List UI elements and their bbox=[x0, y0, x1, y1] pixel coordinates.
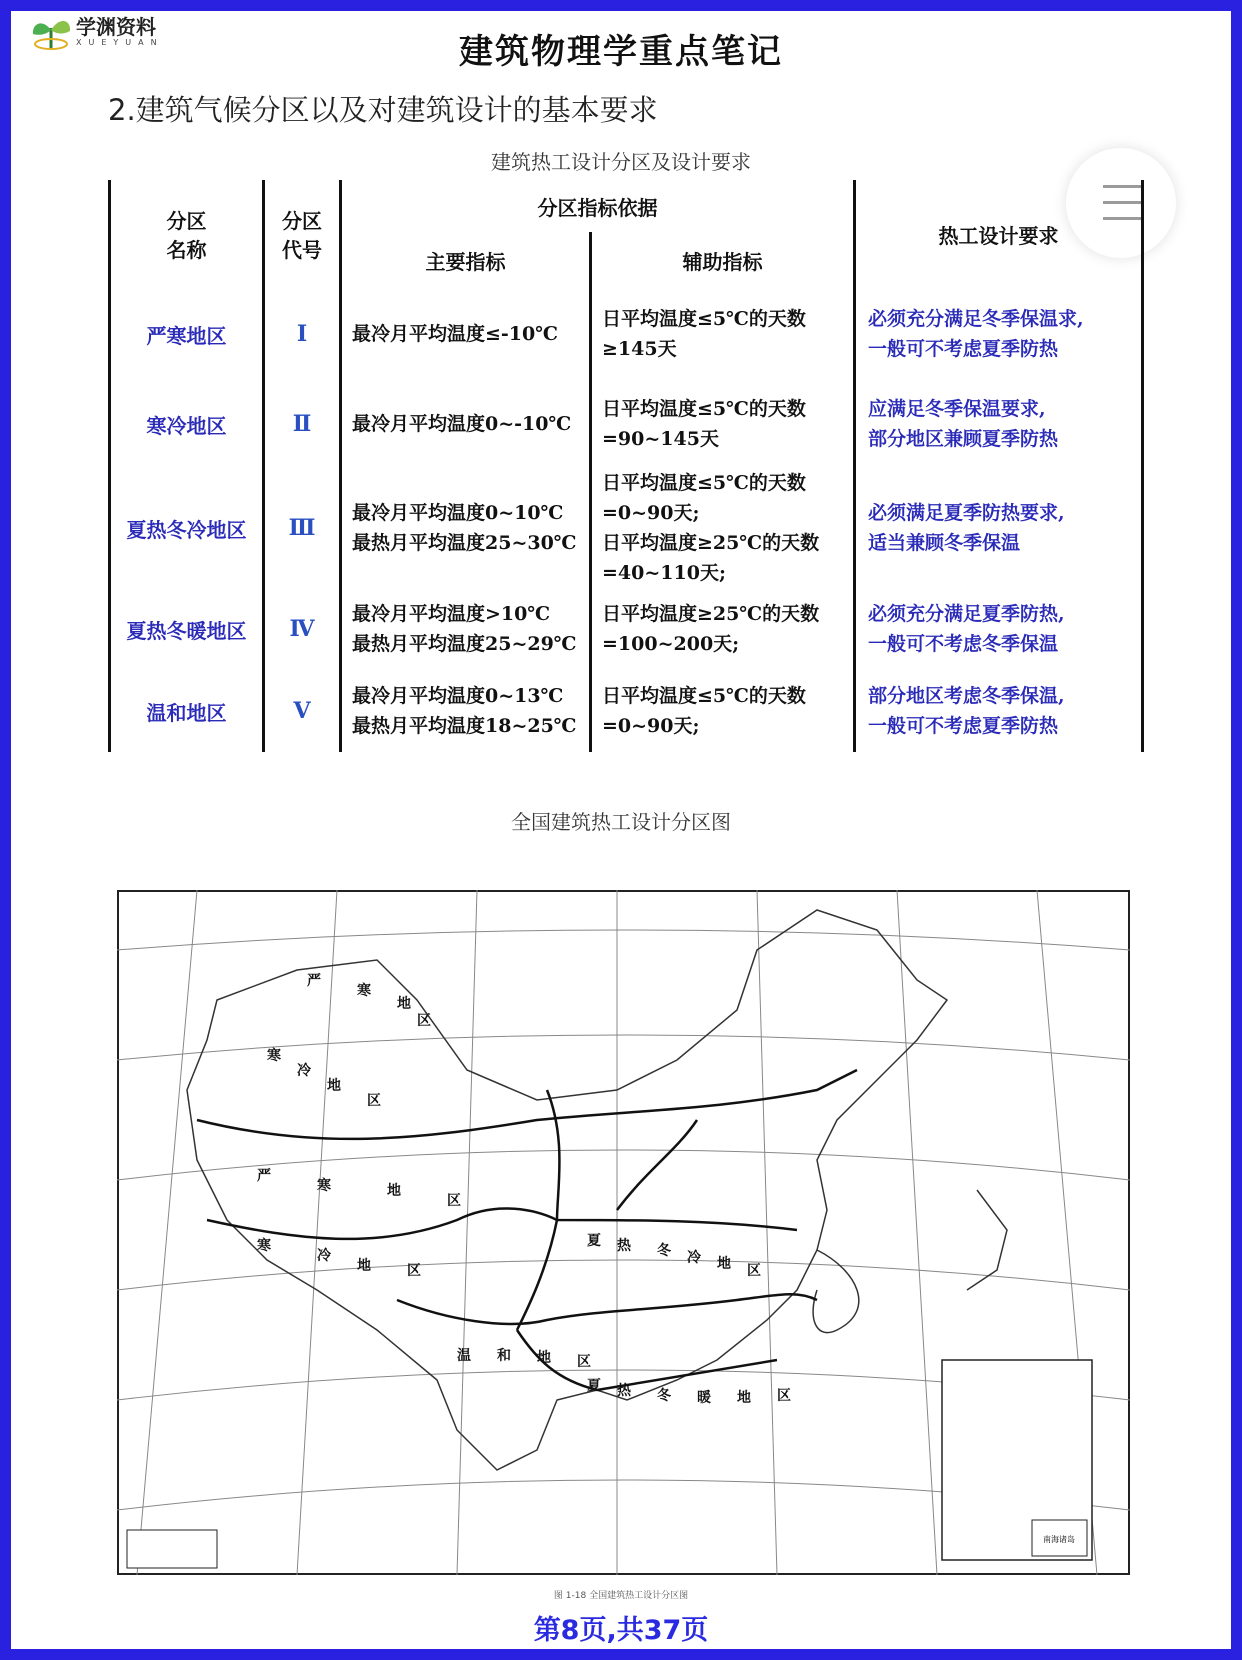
map-inset-label: 南海诸岛 bbox=[1043, 1535, 1075, 1544]
section-heading: 2.建筑气候分区以及对建筑设计的基本要求 bbox=[108, 93, 658, 127]
zone-code: Ⅱ bbox=[264, 380, 341, 468]
map-region-label: 地 bbox=[717, 1256, 731, 1272]
design-requirement bbox=[855, 670, 1143, 752]
logo-latin: XUEYUAN bbox=[76, 38, 164, 47]
design-requirement-line: 必须充分满足冬季保温求, bbox=[868, 308, 1084, 330]
header-aux-indicator: 辅助指标 bbox=[591, 232, 855, 288]
design-requirement bbox=[855, 588, 1143, 670]
aux-indicator bbox=[591, 288, 855, 380]
aux-indicator-line: =0~90天; bbox=[602, 715, 700, 737]
map-region-label: 夏 bbox=[587, 1233, 601, 1249]
main-indicator-line: 最冷月平均温度0~-10℃ bbox=[352, 413, 572, 435]
zone-name: 温和地区 bbox=[110, 670, 264, 752]
aux-indicator-line: 日平均温度≤5℃的天数 bbox=[602, 308, 806, 330]
main-indicator bbox=[341, 588, 591, 670]
map-region-label: 和 bbox=[497, 1348, 511, 1364]
main-indicator-line: 最热月平均温度25~30℃ bbox=[352, 532, 577, 554]
design-requirement-line: 一般可不考虑夏季防热 bbox=[868, 715, 1059, 737]
header-criteria: 分区指标依据 bbox=[341, 180, 855, 232]
map-region-label: 地 bbox=[387, 1183, 401, 1199]
map-region-label: 寒 bbox=[257, 1238, 271, 1254]
map-region-label: 区 bbox=[367, 1093, 381, 1109]
zone-name: 夏热冬冷地区 bbox=[110, 468, 264, 588]
design-requirement-line: 适当兼顾冬季保温 bbox=[868, 532, 1021, 554]
map-region-label: 寒 bbox=[267, 1048, 281, 1064]
map-legend bbox=[127, 1530, 217, 1568]
main-indicator bbox=[341, 670, 591, 752]
map-region-label: 区 bbox=[577, 1354, 591, 1370]
page-title: 建筑物理学重点笔记 bbox=[459, 32, 783, 72]
map-region-label: 暖 bbox=[697, 1390, 711, 1406]
aux-indicator-line: 日平均温度≥25℃的天数 bbox=[602, 532, 820, 554]
map-region-label: 区 bbox=[417, 1013, 431, 1029]
map-region-label: 地 bbox=[737, 1390, 751, 1406]
zone-code: Ⅳ bbox=[264, 588, 341, 670]
aux-indicator-line: 日平均温度≤5℃的天数 bbox=[602, 398, 806, 420]
map-region-label: 温 bbox=[457, 1348, 471, 1364]
aux-indicator bbox=[591, 670, 855, 752]
design-requirement-line: 部分地区考虑冬季保温, bbox=[868, 685, 1065, 707]
design-requirement bbox=[855, 380, 1143, 468]
zone-name: 严寒地区 bbox=[110, 288, 264, 380]
zone-table bbox=[108, 180, 1144, 752]
zone-name: 夏热冬暖地区 bbox=[110, 588, 264, 670]
table-row bbox=[110, 468, 1143, 588]
aux-indicator bbox=[591, 380, 855, 468]
design-requirement-line: 一般可不考虑冬季保温 bbox=[868, 633, 1059, 655]
map-region-label: 热 bbox=[617, 1238, 631, 1254]
map-region-label: 冬 bbox=[657, 1243, 671, 1259]
header-zone-code bbox=[264, 180, 341, 288]
aux-indicator-line: 日平均温度≤5℃的天数 bbox=[602, 472, 806, 494]
zone-code: Ⅰ bbox=[264, 288, 341, 380]
map-region-label: 冬 bbox=[657, 1388, 671, 1404]
map-region-label: 区 bbox=[777, 1388, 791, 1404]
zone-code: Ⅲ bbox=[264, 468, 341, 588]
map-region-label: 严 bbox=[307, 973, 321, 989]
table-row bbox=[110, 670, 1143, 752]
design-requirement bbox=[855, 288, 1143, 380]
page-number: 第8页,共37页 bbox=[533, 1615, 709, 1646]
table-row bbox=[110, 288, 1143, 380]
header-zone-code-line: 代号 bbox=[282, 238, 322, 262]
main-indicator-line: 最冷月平均温度0~13℃ bbox=[352, 685, 564, 707]
climate-zone-map bbox=[117, 890, 1130, 1575]
map-region-label: 冷 bbox=[317, 1248, 331, 1264]
header-main-indicator: 主要指标 bbox=[341, 232, 591, 288]
zone-name: 寒冷地区 bbox=[110, 380, 264, 468]
map-region-label: 寒 bbox=[357, 983, 371, 999]
map-region-label: 区 bbox=[747, 1263, 761, 1279]
design-requirement-line: 应满足冬季保温要求, bbox=[868, 398, 1046, 420]
map-region-label: 地 bbox=[357, 1258, 371, 1274]
header-zone-name-line: 分区 bbox=[166, 209, 207, 233]
map-region-label: 热 bbox=[617, 1383, 631, 1399]
main-indicator bbox=[341, 468, 591, 588]
main-indicator-line: 最热月平均温度25~29℃ bbox=[352, 633, 577, 655]
map-region-label: 地 bbox=[397, 996, 411, 1012]
map-region-label: 冷 bbox=[297, 1063, 311, 1079]
map-region-label: 区 bbox=[407, 1263, 421, 1279]
main-indicator-line: 最冷月平均温度0~10℃ bbox=[352, 502, 564, 524]
header-requirement: 热工设计要求 bbox=[855, 180, 1143, 288]
design-requirement-line: 部分地区兼顾夏季防热 bbox=[868, 428, 1059, 450]
logo-name: 学渊资料 bbox=[76, 15, 156, 39]
main-indicator-line: 最冷月平均温度≤-10℃ bbox=[352, 323, 559, 345]
aux-indicator-line: 日平均温度≤5℃的天数 bbox=[602, 685, 806, 707]
map-region-label: 区 bbox=[447, 1193, 461, 1209]
header-zone-name-line: 名称 bbox=[166, 238, 207, 262]
header-zone-name bbox=[110, 180, 264, 288]
map-caption: 全国建筑热工设计分区图 bbox=[511, 810, 731, 834]
map-region-label: 冷 bbox=[687, 1250, 701, 1266]
main-indicator bbox=[341, 288, 591, 380]
main-indicator-line: 最热月平均温度18~25℃ bbox=[352, 715, 577, 737]
design-requirement-line: 一般可不考虑夏季防热 bbox=[868, 338, 1059, 360]
aux-indicator-line: ≥145天 bbox=[602, 338, 677, 360]
aux-indicator-line: =100~200天; bbox=[602, 633, 740, 655]
aux-indicator-line: =40~110天; bbox=[602, 562, 726, 584]
map-region-label: 寒 bbox=[317, 1178, 331, 1194]
map-region-label: 地 bbox=[537, 1350, 551, 1366]
aux-indicator bbox=[591, 588, 855, 670]
aux-indicator-line: =90~145天 bbox=[602, 428, 719, 450]
design-requirement bbox=[855, 468, 1143, 588]
aux-indicator bbox=[591, 468, 855, 588]
zone-code: Ⅴ bbox=[264, 670, 341, 752]
design-requirement-line: 必须充分满足夏季防热, bbox=[868, 603, 1065, 625]
main-indicator bbox=[341, 380, 591, 468]
table-row bbox=[110, 588, 1143, 670]
map-figure-caption: 图 1-18 全国建筑热工设计分区图 bbox=[553, 1591, 689, 1601]
map-region-label: 严 bbox=[257, 1168, 271, 1184]
header-zone-code-line: 分区 bbox=[282, 209, 322, 233]
map-region-label: 地 bbox=[327, 1078, 341, 1094]
map-region-label: 夏 bbox=[587, 1378, 601, 1394]
design-requirement-line: 必须满足夏季防热要求, bbox=[868, 502, 1065, 524]
table-caption: 建筑热工设计分区及设计要求 bbox=[491, 150, 751, 174]
main-indicator-line: 最冷月平均温度>10℃ bbox=[352, 603, 551, 625]
aux-indicator-line: =0~90天; bbox=[602, 502, 700, 524]
aux-indicator-line: 日平均温度≥25℃的天数 bbox=[602, 603, 820, 625]
table-row bbox=[110, 380, 1143, 468]
